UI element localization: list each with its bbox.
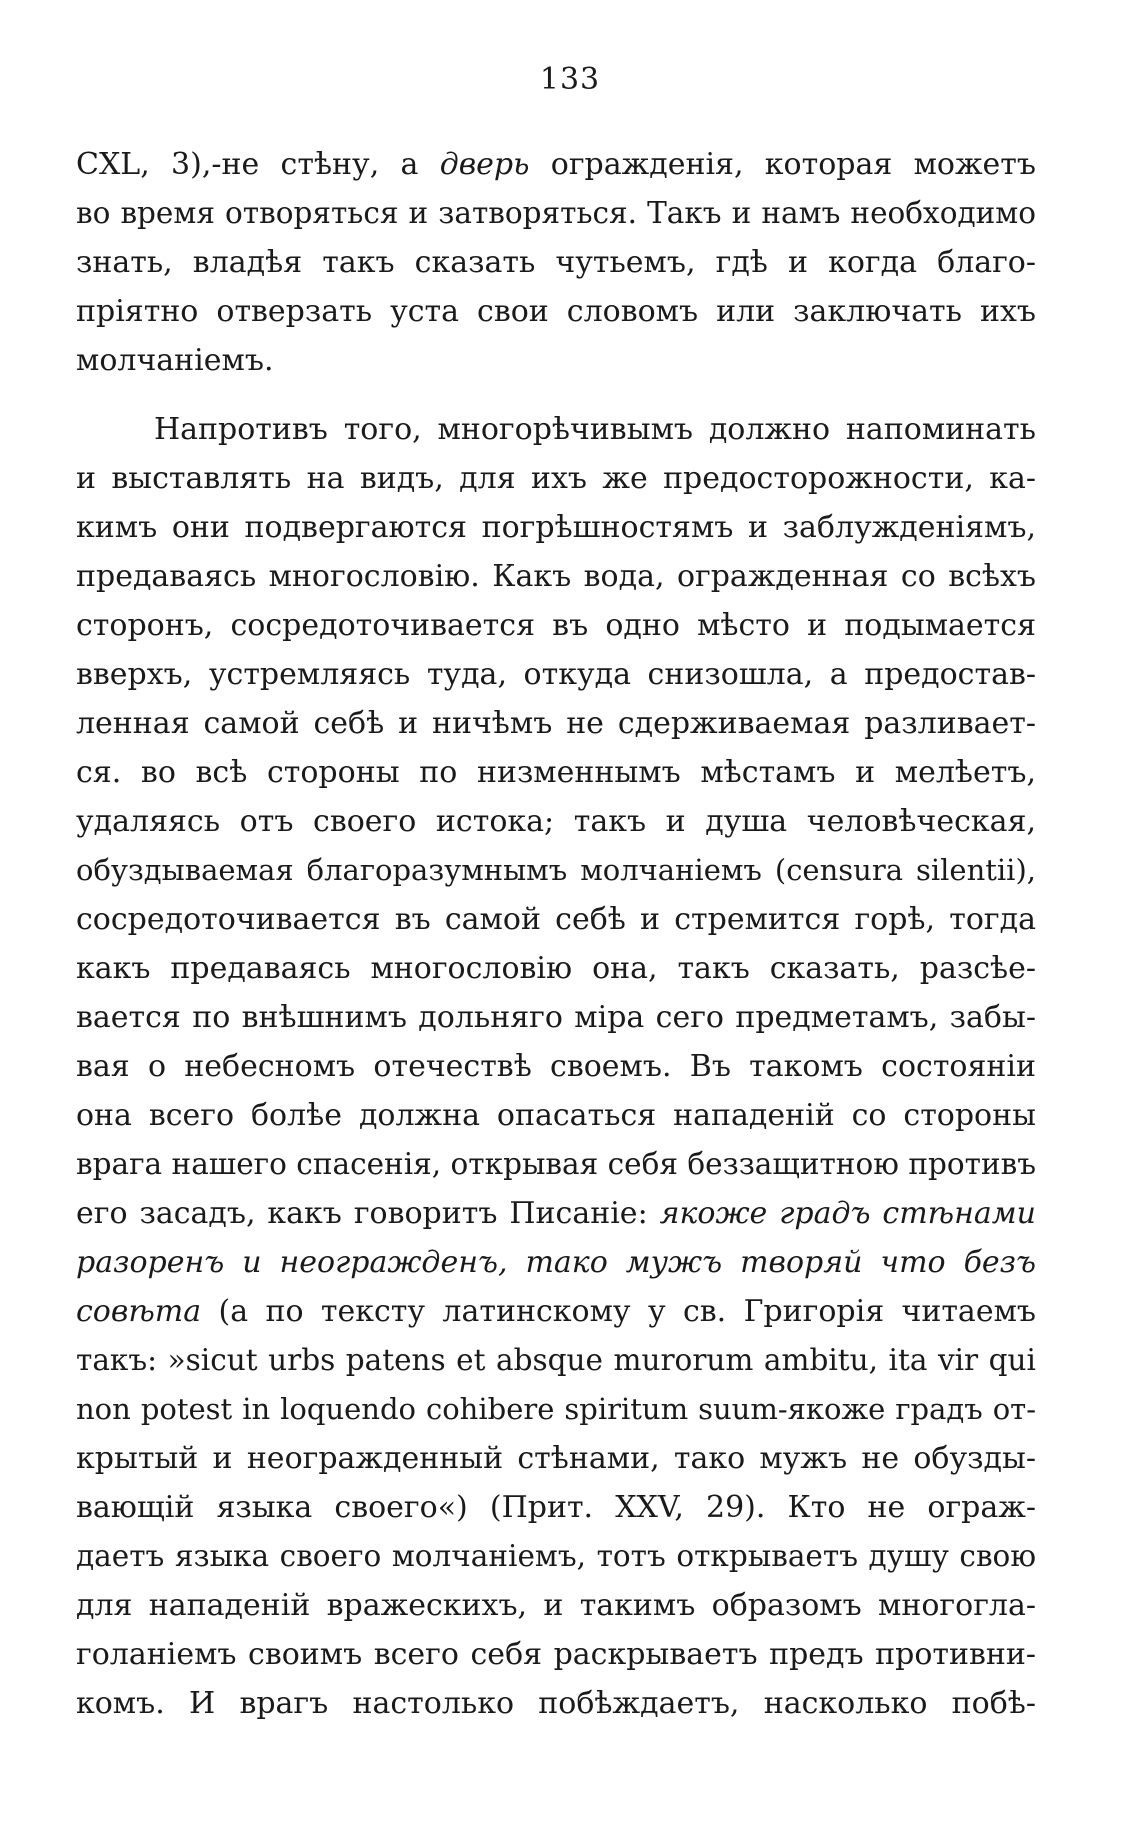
text-line: вающій языка своего«) (Прит. XXV, 29). Кто не ограж-: [76, 1490, 1036, 1525]
text-line: комъ. И врагъ настолько побѣждаетъ, насколько побѣ-: [76, 1686, 1036, 1721]
text-line: она всего болѣе должна опасаться нападеній со стороны: [76, 1098, 1036, 1133]
text-line: пріятно отверзать уста свои словомъ или заключать ихъ: [76, 294, 1036, 329]
italic-quote: якоже градъ стѣнами: [659, 1196, 1036, 1231]
text-line: [76, 1238, 1036, 1287]
text-line: ленная самой себѣ и ничѣмъ не сдерживаемая разливает-: [76, 706, 1036, 741]
paragraph-2: [76, 405, 1036, 1728]
text-line: удаляясь отъ своего истока; такъ и душа человѣческая,: [76, 804, 1036, 839]
text-line: вверхъ, устремляясь туда, откуда снизошла, а предостав-: [76, 657, 1036, 692]
text-line: обуздываемая благоразумнымъ молчаніемъ (censura silentii),: [76, 853, 1036, 887]
text-line: сторонъ, сосредоточивается въ одно мѣсто и подымается: [76, 608, 1036, 643]
text-line: врага нашего спасенія, открывая себя беззащитною противъ: [76, 1147, 1036, 1181]
text-line: сосредоточивается въ самой себѣ и стремится горѣ, тогда: [76, 902, 1036, 937]
italic-quote: совѣта: [76, 1294, 202, 1329]
body-text: [76, 140, 1036, 1728]
text-line: даетъ языка своего молчаніемъ, тотъ открываетъ душу свою: [76, 1539, 1036, 1573]
text-line: non potest in loquendo cohibere spiritum suum-якоже градъ от-: [76, 1392, 1036, 1426]
italic-term: дверь: [439, 147, 530, 182]
text-line: [76, 1189, 1036, 1238]
text-line: во время отворяться и затворяться. Такъ и намъ необходимо: [76, 196, 1036, 230]
italic-quote: разоренъ и неогражденъ, тако мужъ творяй что безъ: [76, 1245, 1036, 1280]
text-line: кимъ они подвергаются погрѣшностямъ и заблужденіямъ,: [76, 510, 1036, 545]
text-line: вая о небесномъ отечествѣ своемъ. Въ такомъ состояніи: [76, 1049, 1036, 1084]
text-span: CXL, 3),-не стѣну, а: [76, 147, 440, 182]
text-line: для нападеній вражескихъ, и такимъ образомъ многогла-: [76, 1588, 1036, 1623]
page-number: 133: [539, 62, 601, 97]
paragraph-1: [76, 140, 1036, 385]
text-line: какъ предаваясь многословію она, такъ сказать, разсѣе-: [76, 951, 1036, 986]
text-line: крытый и неогражденный стѣнами, тако мужъ не обузды-: [76, 1441, 1036, 1476]
text-line: голаніемъ своимъ всего себя раскрываетъ предъ противни-: [76, 1637, 1036, 1672]
text-line: [76, 140, 1036, 189]
text-line: знать, владѣя такъ сказать чутьемъ, гдѣ и когда благо-: [76, 245, 1036, 280]
text-line: предаваясь многословію. Какъ вода, огражденная со всѣхъ: [76, 559, 1036, 594]
text-line: молчаніемъ.: [76, 343, 274, 378]
text-line: такъ: »sicut urbs patens et absque murorum ambitu, ita vir qui: [76, 1343, 1036, 1377]
text-line: [76, 1287, 1036, 1336]
text-line: вается по внѣшнимъ дольняго міра сего предметамъ, забы-: [76, 1000, 1036, 1035]
text-line: Напротивъ того, многорѣчивымъ должно напоминать: [154, 412, 1036, 447]
text-span: (а по тексту латинскому у св. Григорія читаемъ: [201, 1294, 1036, 1329]
text-line: ся. во всѣ стороны по низменнымъ мѣстамъ и мелѣетъ,: [76, 755, 1036, 790]
text-line: и выставлять на видъ, для ихъ же предосторожности, ка-: [76, 461, 1036, 496]
text-span: его засадъ, какъ говоритъ Писаніе:: [76, 1196, 660, 1231]
text-span: огражденія, которая можетъ: [529, 147, 1036, 182]
